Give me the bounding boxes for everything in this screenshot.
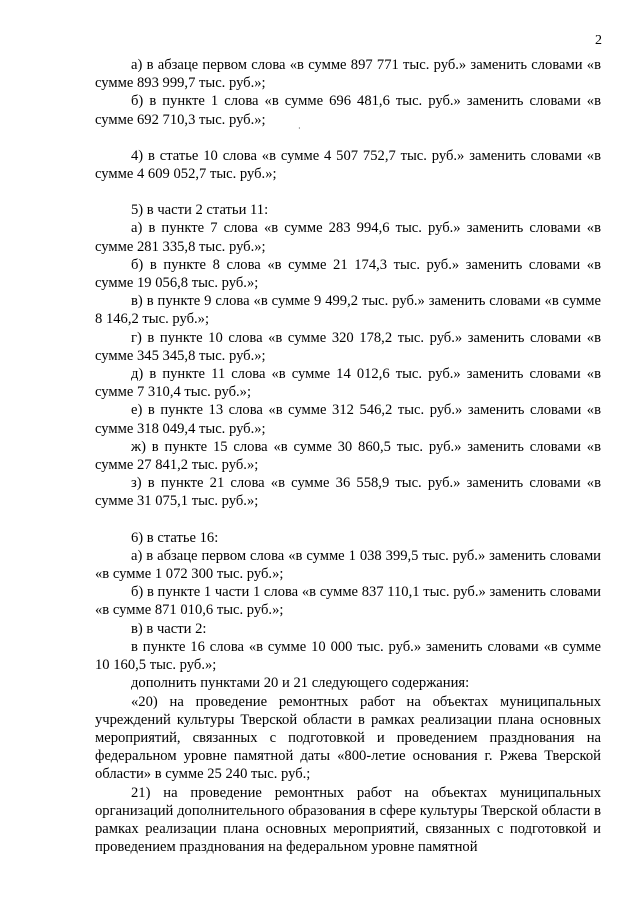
paragraph-5b-punkt1: б) в пункте 1 слова «в сумме 696 481,6 тыс. руб.» заменить словами «в сумме 692 710,3 тыс. руб.»; bbox=[95, 93, 601, 128]
document-body bbox=[95, 56, 601, 856]
page-number: 2 bbox=[595, 33, 602, 48]
paragraph-item-6v: в) в части 2: bbox=[131, 620, 207, 637]
paragraph-item-5e: е) в пункте 13 слова «в сумме 312 546,2 тыс. руб.» заменить словами «в сумме 318 049,4 тыс. руб.»; bbox=[95, 402, 601, 437]
paragraph-item-6: 6) в статье 16: bbox=[131, 529, 219, 546]
paragraph-dopolnit: дополнить пунктами 20 и 21 следующего содержания: bbox=[131, 675, 470, 692]
spacer bbox=[95, 129, 601, 147]
paragraph-item-5z: з) в пункте 21 слова «в сумме 36 558,9 тыс. руб.» заменить словами «в сумме 31 075,1 тыс. руб.»; bbox=[95, 475, 601, 510]
paragraph-punkt-20: «20) на проведение ремонтных работ на объектах муниципальных учреждений культуры Тверской области в рамках реализации плана основных мероприятий, связанных с подготовкой и проведением празднования на федеральном уровне памятной даты «800-летие основания г. Ржева Тверской области» в сумме 25 240 тыс. руб.; bbox=[95, 693, 601, 783]
spacer bbox=[95, 183, 601, 201]
paragraph-item-5d: д) в пункте 11 слова «в сумме 14 012,6 тыс. руб.» заменить словами «в сумме 7 310,4 тыс. руб.»; bbox=[95, 366, 601, 401]
paragraph-item-5g: г) в пункте 10 слова «в сумме 320 178,2 тыс. руб.» заменить словами «в сумме 345 345,8 тыс. руб.»; bbox=[95, 329, 601, 364]
spacer bbox=[95, 511, 601, 529]
paragraph-item-5zh: ж) в пункте 15 слова «в сумме 30 860,5 тыс. руб.» заменить словами «в сумме 27 841,2 тыс. руб.»; bbox=[95, 438, 601, 474]
paragraph-item-6a: а) в абзаце первом слова «в сумме 1 038 399,5 тыс. руб.» заменить словами «в сумме 1 072 300 тыс. руб.»; bbox=[95, 547, 601, 583]
paragraph-5a-abzac: а) в абзаце первом слова «в сумме 897 771 тыс. руб.» заменить словами «в сумме 893 999,7 тыс. руб.»; bbox=[95, 57, 601, 92]
paragraph-item-5v: в) в пункте 9 слова «в сумме 9 499,2 тыс. руб.» заменить словами «в сумме 8 146,2 тыс. руб.»; bbox=[95, 293, 601, 328]
paragraph-item-5: 5) в части 2 статьи 11: bbox=[131, 202, 269, 219]
paragraph-item-5a: а) в пункте 7 слова «в сумме 283 994,6 тыс. руб.» заменить словами «в сумме 281 335,8 тыс. руб.»; bbox=[95, 220, 601, 255]
paragraph-punkt-21: 21) на проведение ремонтных работ на объектах муниципальных организаций дополнительного образования в сфере культуры Тверской области в рамках реализации плана основных мероприятий, связанных с подготовкой и проведением празднования на федеральном уровне памятной bbox=[95, 784, 601, 856]
paragraph-punkt-16: в пункте 16 слова «в сумме 10 000 тыс. руб.» заменить словами «в сумме 10 160,5 тыс. руб.»; bbox=[95, 638, 601, 674]
paragraph-item-5b: б) в пункте 8 слова «в сумме 21 174,3 тыс. руб.» заменить словами «в сумме 19 056,8 тыс. руб.»; bbox=[95, 256, 601, 292]
paragraph-item-4: 4) в статье 10 слова «в сумме 4 507 752,7 тыс. руб.» заменить словами «в сумме 4 609 052,7 тыс. руб.»; bbox=[95, 147, 601, 183]
scan-speck: · bbox=[298, 124, 301, 133]
paragraph-item-6b: б) в пункте 1 части 1 слова «в сумме 837 110,1 тыс. руб.» заменить словами «в сумме 871 010,6 тыс. руб.»; bbox=[95, 584, 601, 619]
